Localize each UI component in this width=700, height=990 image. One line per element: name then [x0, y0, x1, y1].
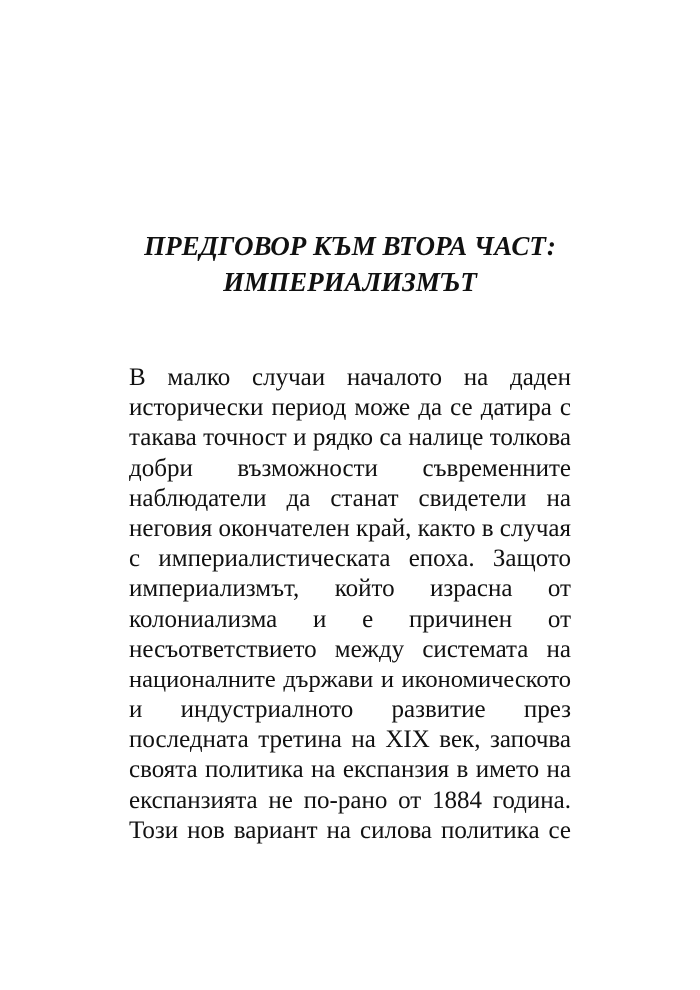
text-line: Този нов вариант на силова политика се [129, 816, 571, 844]
text-line: експанзията не по-рано от 1884 година. [129, 786, 571, 814]
text-line: последната третина на XIX век, започва [129, 726, 571, 754]
text-line: неговия окончателен край, както в случая [129, 514, 571, 542]
text-line: своята политика на експанзия в името на [129, 756, 571, 784]
text-line: наблюдатели да станат свидетели на [129, 484, 571, 512]
chapter-title [60, 228, 640, 300]
text-line: несъответствието между системата на [129, 635, 571, 663]
text-line: колониализма и е причинен от [129, 605, 571, 633]
text-line: националните държави и икономическото [129, 665, 571, 693]
chapter-title-line-1: ПРЕДГОВОР КЪМ ВТОРА ЧАСТ: [144, 231, 556, 261]
text-line: империализмът, който израсна от [129, 575, 571, 603]
text-line: В малко случаи началото на даден [129, 364, 571, 391]
text-line: добри възможности съвременните [129, 454, 571, 482]
text-line: с империалистическата епоха. Защото [129, 545, 571, 573]
chapter-title-line-2: ИМПЕРИАЛИЗМЪТ [223, 267, 477, 297]
text-line: исторически период може да се датира с [129, 394, 571, 422]
text-line: такава точност и рядко са налице толкова [129, 424, 571, 452]
body-paragraph [129, 363, 571, 846]
text-line: и индустриалното развитие през [129, 696, 571, 724]
